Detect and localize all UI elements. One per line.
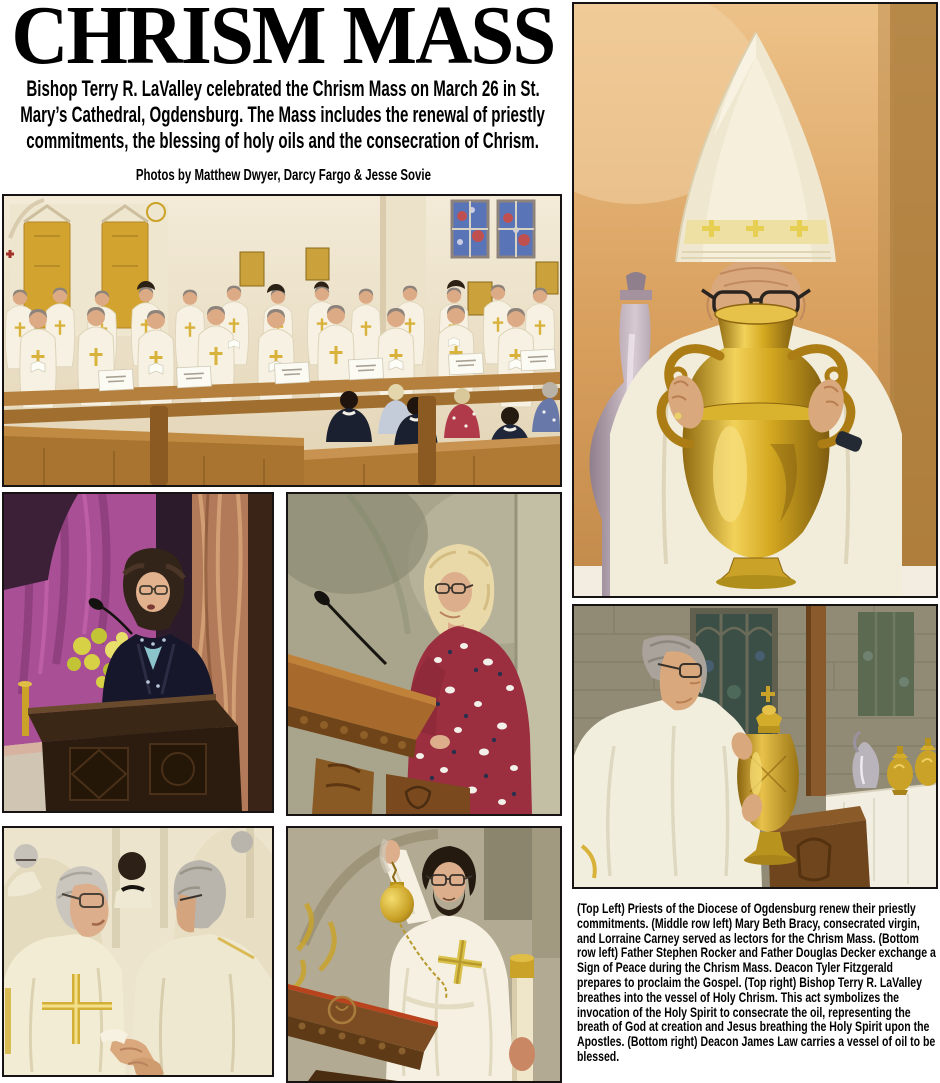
deacon-law-illustration	[574, 606, 936, 887]
photo-deacon-tyler-fitzgerald	[286, 826, 562, 1083]
deacon-fitzgerald-illustration	[288, 828, 560, 1081]
stained-glass-window-right	[858, 612, 914, 716]
photo-sign-of-peace	[2, 826, 274, 1077]
photo-credit: Photos by Matthew Dwyer, Darcy Fargo & Jesse Sovie	[135, 167, 431, 184]
bishop-chrism-illustration	[574, 4, 936, 596]
hand-on-candle	[509, 1037, 535, 1071]
masthead	[0, 0, 566, 185]
paschal-candle	[509, 954, 535, 1081]
face	[432, 862, 466, 902]
photo-caption: (Top Left) Priests of the Diocese of Ogdensburg renew their priestly commitments. (Middle row left) Mary Beth Bracy, consecrated virgin, and Lorraine Carney served as lectors for the Chrism Mass. (Bottom row left) Father Stephen Rocker and Father Douglas Decker exchange a Sign of Peace during the Chrism Mass. Deacon Tyler Fitzgerald prepares to proclaim the Gospel. (Top right) Bishop Terry R. LaValley breathes into the vessel of Holy Chrism. This act symbolizes the invocation of the Holy Spirit to consecrate the oil, representing the breath of God at creation and Jesus breathing the Holy Spirit upon the Apostles. (Bottom right) Deacon James Law carries a vessel of oil to be blessed.	[577, 901, 936, 1064]
photo-mary-beth-bracy	[2, 492, 274, 813]
photo-deacon-james-law	[572, 604, 938, 889]
priests-congregation-illustration	[4, 196, 560, 485]
photo-bishop-chrism-vessel	[572, 2, 938, 598]
sign-of-peace-illustration	[4, 828, 272, 1075]
dark-lectern	[28, 694, 242, 811]
page-title: CHRISM MASS	[11, 0, 555, 82]
photo-priests-congregation	[2, 194, 562, 487]
deck-line: Bishop Terry R. LaValley celebrated the Chrism Mass on March 26 in St.	[26, 76, 540, 101]
deck-line: commitments, the blessing of holy oils and the consecration of Chrism.	[26, 128, 540, 153]
lector-carney-illustration	[288, 494, 560, 814]
lector-bracy-illustration	[4, 494, 272, 811]
photo-lorraine-carney	[286, 492, 562, 816]
hand	[430, 735, 450, 749]
deck-line: Mary’s Cathedral, Ogdensburg. The Mass includes the renewal of priestly	[20, 102, 546, 127]
marble-altar-corner	[4, 742, 46, 811]
